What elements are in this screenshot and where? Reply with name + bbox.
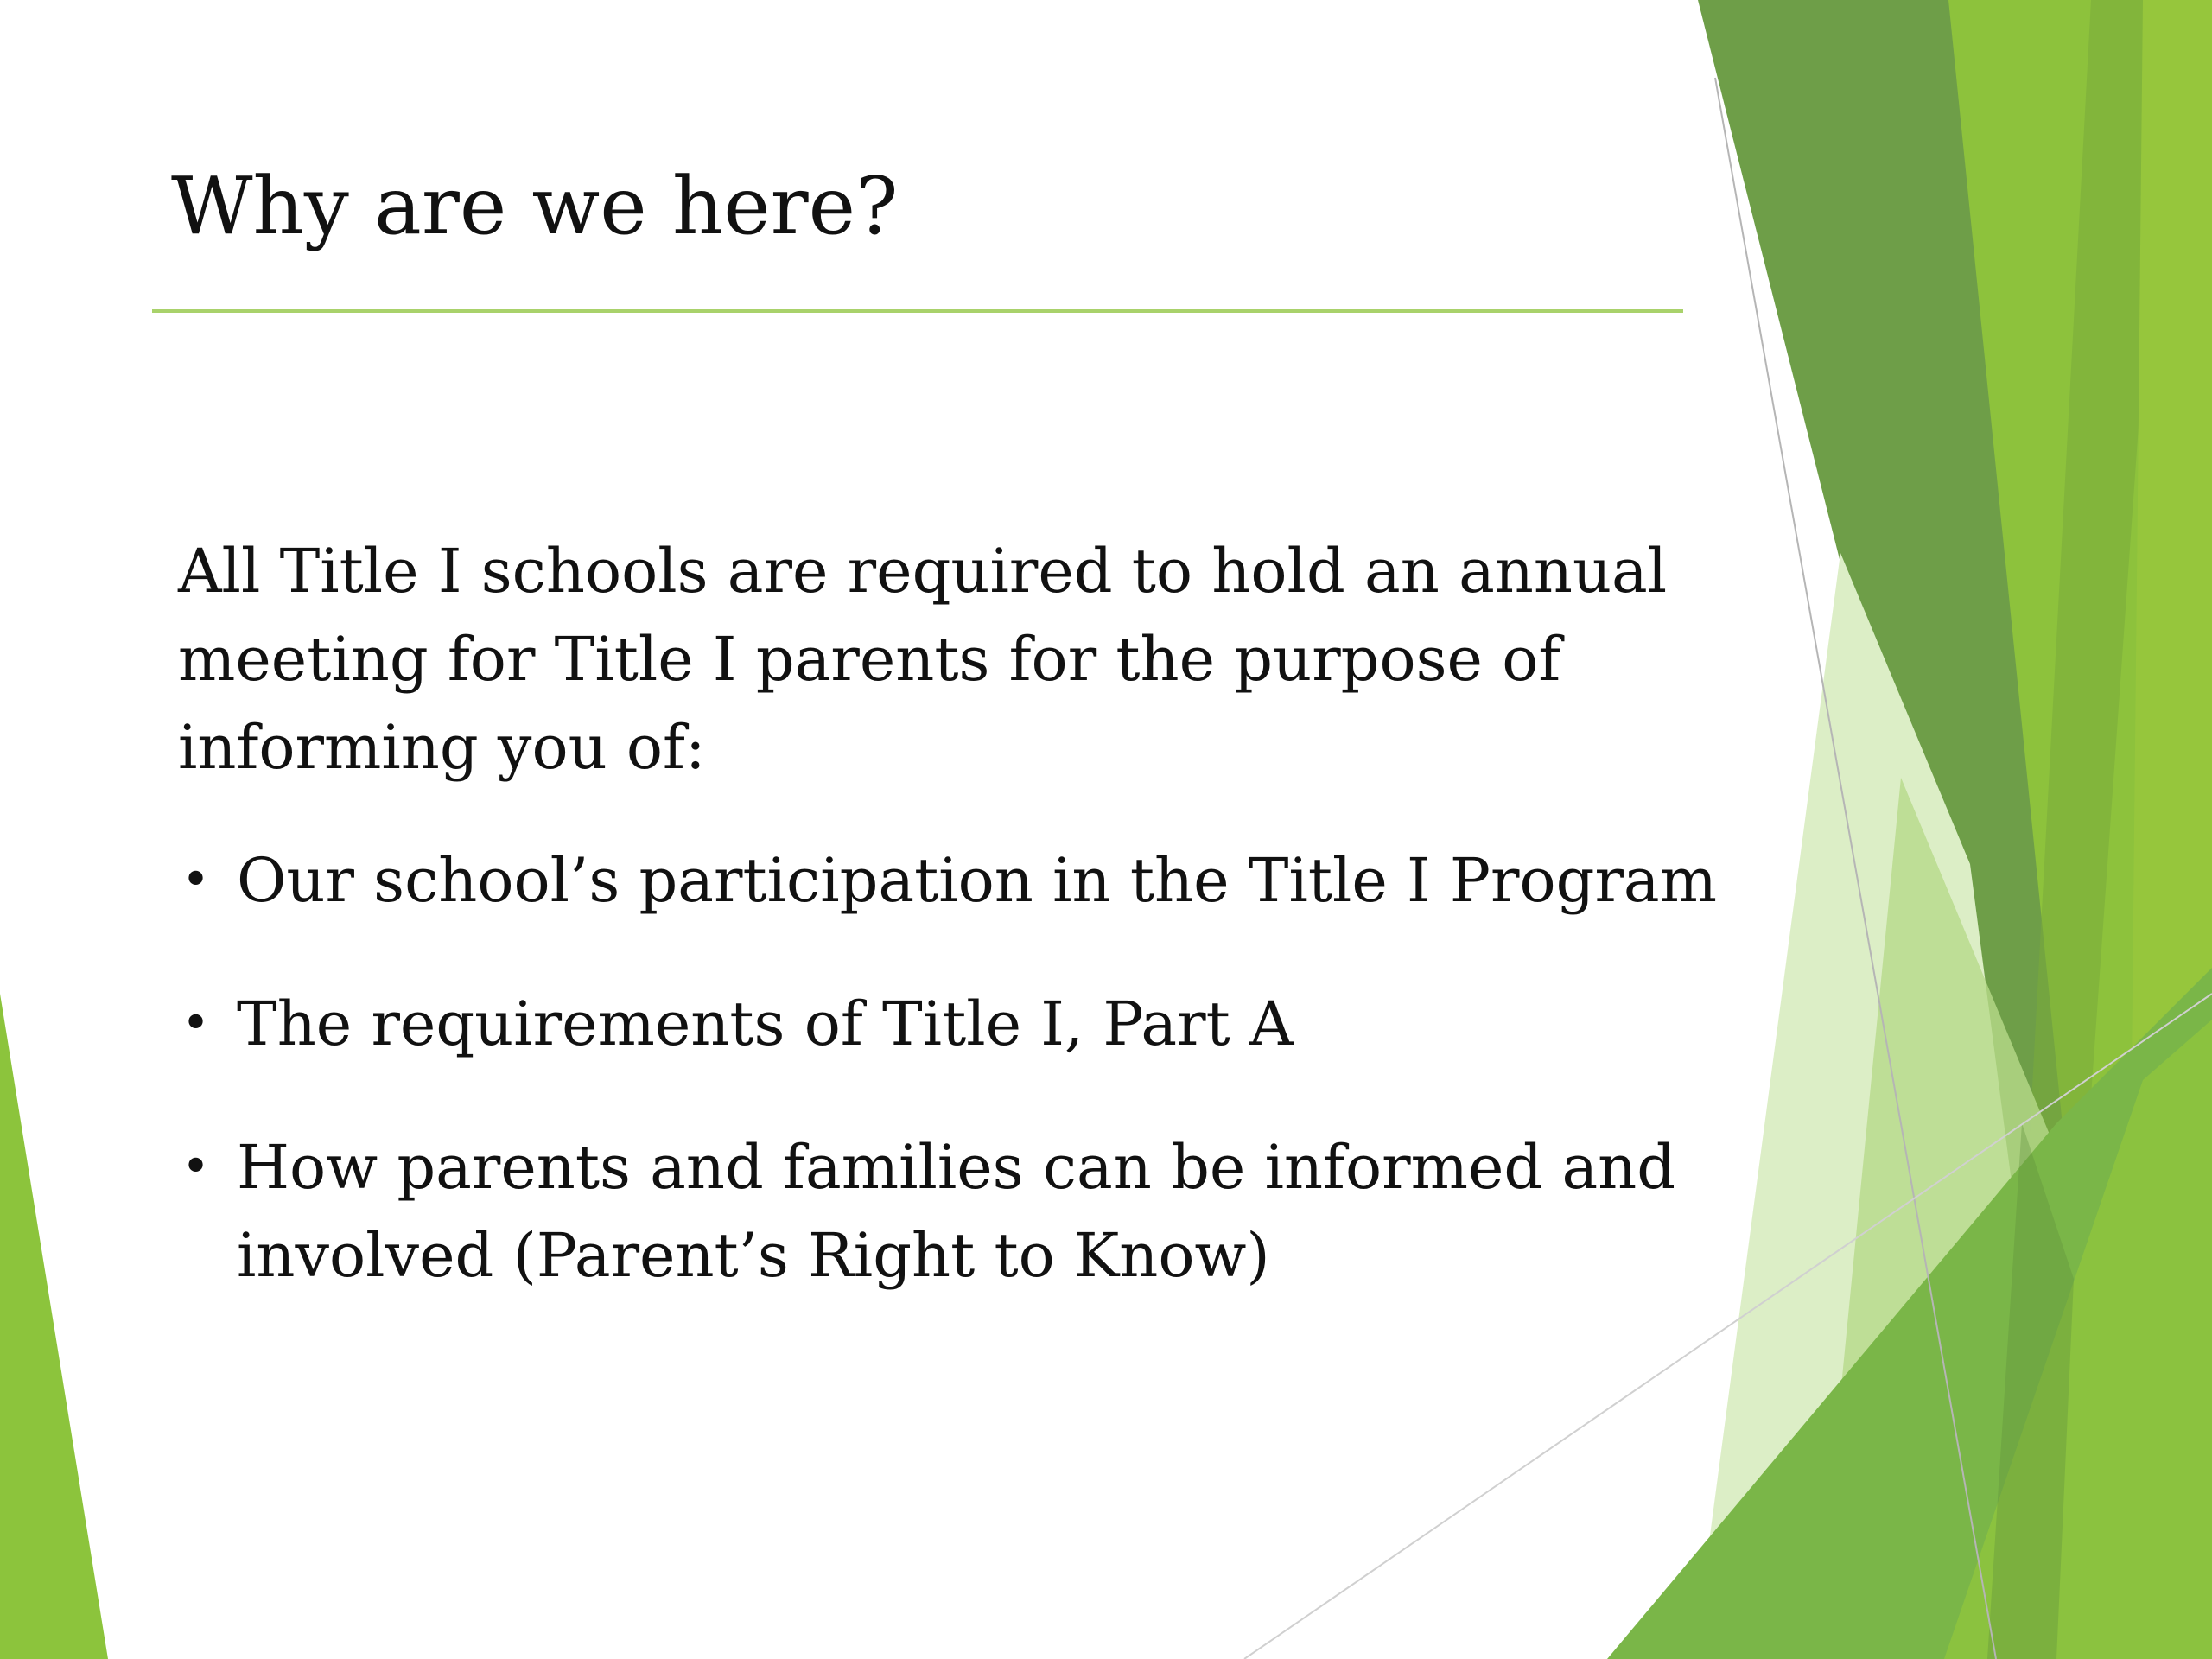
bullet-item bbox=[178, 836, 1820, 925]
bullet-text: The requirements of Title I, Part A bbox=[237, 988, 1294, 1059]
bullet-dot-icon: • bbox=[181, 995, 211, 1052]
bullet-item bbox=[178, 980, 1820, 1068]
bullet-list bbox=[178, 836, 1820, 1300]
title-underline bbox=[152, 309, 1683, 313]
slide-body bbox=[178, 527, 1820, 1355]
bullet-dot-icon: • bbox=[181, 852, 211, 908]
left-facet bbox=[0, 994, 108, 1659]
bullet-text: Our school’s participation in the Title I Program bbox=[237, 845, 1718, 916]
bullet-dot-icon: • bbox=[181, 1139, 211, 1195]
slide-title: Why are we here? bbox=[171, 160, 899, 252]
bullet-item bbox=[178, 1123, 1820, 1300]
intro-paragraph: All Title I schools are required to hold an annual meeting for Title I parents for the purpose of informing you of: bbox=[178, 536, 1668, 783]
bullet-text: How parents and families can be informed and involved (Parent’s Right to Know) bbox=[237, 1132, 1676, 1291]
